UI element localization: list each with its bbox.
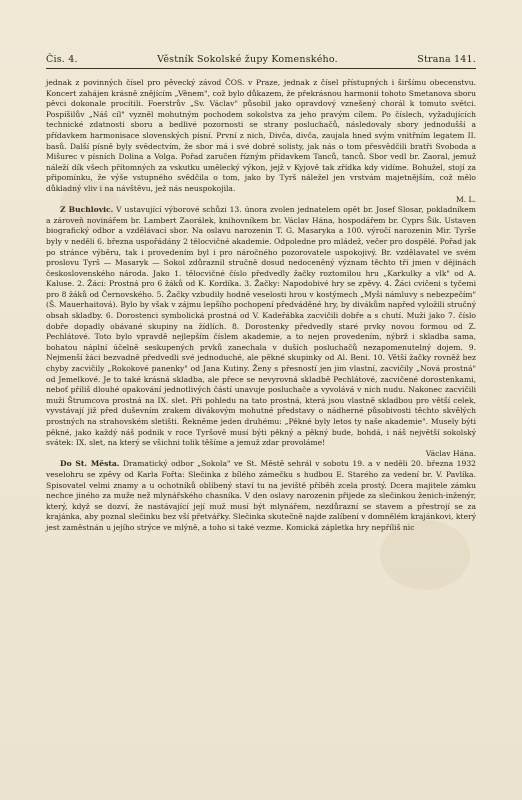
- section-title: Do St. Města.: [60, 459, 120, 469]
- paragraph-text: Dramatický odbor „Sokola" ve St. Městě sehrál v sobotu 19. a v neděli 20. března 1932 veselohru se zpěvy od Karla Fořta: Slečinka z bílého zámečku s hudbou E. Starého za vedení br. V. Pavlíka. Spisovatel velmi znamy a u ochotníků oblíbený staví tu na jeviště příběh zcela prostý. Dcera majitele zámku nechce jiného za muže než mlynářského chasníka. V den oslavy narozenin přijede za slečinkou ženich-inženýr, který, když se dozví, že nastávající její muž musí být mlynářem, nezdůrazní se stavem a přestrojí se za krajánka, aby poznal slečinku bez vší přetvářky. Slečinka skutečně najde zalíbení v domnělém krajánkovi, který jest zaměstnán u jejího strýce ve mlýně, a toho si také vezme. Komická zápletka hry nepříliš nic: [46, 459, 476, 532]
- author-signature: M. L.: [455, 194, 476, 204]
- article-stare-mesto: [46, 459, 476, 533]
- section-title: Z Buchlovic.: [60, 205, 114, 215]
- issue-number: Čis. 4.: [46, 54, 78, 65]
- page-header: [46, 54, 476, 69]
- paragraph-text: V ustavující výborové schůzi 13. února zvolen jednatelem opět br. Josef Slosar, pokladníkem a zároveň novinářem br. Lambert Zaorálek, knihovníkem br. Václav Hána, hospodářem br. Cyprs Šik. Ustaven biografický odbor a vzdělávací sbor. Na oslavu narozenin T. G. Masaryka a 100. výročí narozenin Mir. Tyrše byly v neděli 6. března uspořádány 2 tělocvičné akademie. Odpoledne pro mládež, večer pro dospělé. Pořad jak po stránce výběru, tak i provedením byl i pro náročného pozorovatele uspokojivý. Br. vzdělavatel ve svém proslovu Tyrš — Masaryk — Sokol zdůraznil stručně dosud nedoceněný význam těchto tří jmen v dějinách československého národa. Jako 1. tělocvičné číslo předvedly žačky roztomilou hru „Karkulky a vlk" od A. Kaluse. 2. Žáci: Prostná pro 6 žáků od K. Kordíka. 3. Žačky: Napodobivé hry se zpěvy. 4. Žáci cvičeni s tyčemi pro 8 žáků od Černovského. 5. Žačky vzbudily hodně veselosti hrou v kostýmech „Myši námluvy s nebezpečím" (Š. Mauerhaitová). Bylo by však v zájmu lepšího pochopení předváděné hry, by divákům napřed vyložili stručný obsah skladby. 6. Dorostenci symbolická prostná od V. Kadeřábka zacvičili dobře a s chutí. Muži jako 7. číslo dobře dopadly obávané skupiny na žídlích. 8. Dorostenky předvedly staré prvky novou formou od Z. Pechlátové. Toto bylo vpravdě nejlepším číslem akademie, a to nejen provedením, nýbrž i skladba sama, bohatou náplní účelně seskupených prvků zanechala v duších posluchačů nezapomenutelný dojem. 9. Nejmenší žáci bezvadně předvedli své jednoduché, ale pěkné skupinky od Al. Beni. 10. Větší žačky rovněž bez chyby zacvičily „Rokokové panenky" od Jana Kutiny. Ženy s přesností jen jim vlastní, zacvičily „Nová prostná" od Jemelkové. Je to také krásná skladba, ale přece se nevyrovná skladbě Pechlátové, zacvičené dorostenkami, neboť příliš dlouhé opakování jednotlivých částí unavuje posluchače a vyvolává v nich nudu. Nakonec zacvičili muži Štrumcova prostná na IX. slet. Při pohledu na tato prostná, která jsou vlastně skladbou pro větší celek, vyvstávají již před duševním zrakem divákovým mohutné představy o nádherné působivosti těchto skvělých prostných na strahovském sletišti. Řekněme jeden druhému: „Pěkné byly letos ty naše akademie". Musely býti pěkné, jako každý náš podnik v roce Tyršově musí býti pěkný a pěkný bude, bohdá, i náš největší sokolský svátek: IX. slet, na který se všichni tolik těšíme a jemuž zdar provoláme!: [46, 205, 476, 448]
- article-continued-text: [46, 78, 476, 205]
- page-number: Strana 141.: [417, 54, 476, 65]
- article-body: [46, 78, 476, 534]
- paragraph-text: jednak z povinných čísel pro pěvecký závod ČOS. v Praze, jednak z čísel přístupných i širšímu obecenstvu. Koncert zahájen krásně znějícím „Věnem", což bylo důkazem, že překrásnou harmonii tohoto Smetanova sboru pěvci dokonale procítili. Foerstrův „Sv. Václav" působil jako opravdový vznešený chorál k tomuto světci. Pospíšilův „Náš cíl" vyzněl mohutným pochodem sokolstva za jeho pravým cílem. Po číslech, vyžadujících technické zdatnosti sboru a bedlivé pozornosti se strany posluchačů, následovaly sbory jednodušší a přídavkem harmonisace slovenských písní. První z nich, Divča, divča, zaujala hned svým vnitřním legatem II. basů. Další písně byly svědectvím, že sbor má i své dobré solisty, jak nás o tom přesvědčili bratři Svoboda a Mišurec v písních Dolina a Volga. Pořad zaručen řízným přídavkem Tanců, tanců. Sbor vedl br. Zaoral, jemuž náleží dík všech přítomných za vskutku umělecký výkon, jejž v Kyjově tak zřídka kdy vidíme. Bohužel, stojí za připomínku, že výše vstupného svědčila o tom, jako by Tyrš náležel jen vrstvám majetnějším, což mělo důkladný vliv i na návštěvu, jež nás neuspokojila.: [46, 78, 476, 193]
- author-signature: Václav Hána.: [425, 448, 476, 458]
- journal-title: Věstník Sokolské župy Komenského.: [157, 54, 338, 65]
- article-buchlovice: [46, 205, 476, 459]
